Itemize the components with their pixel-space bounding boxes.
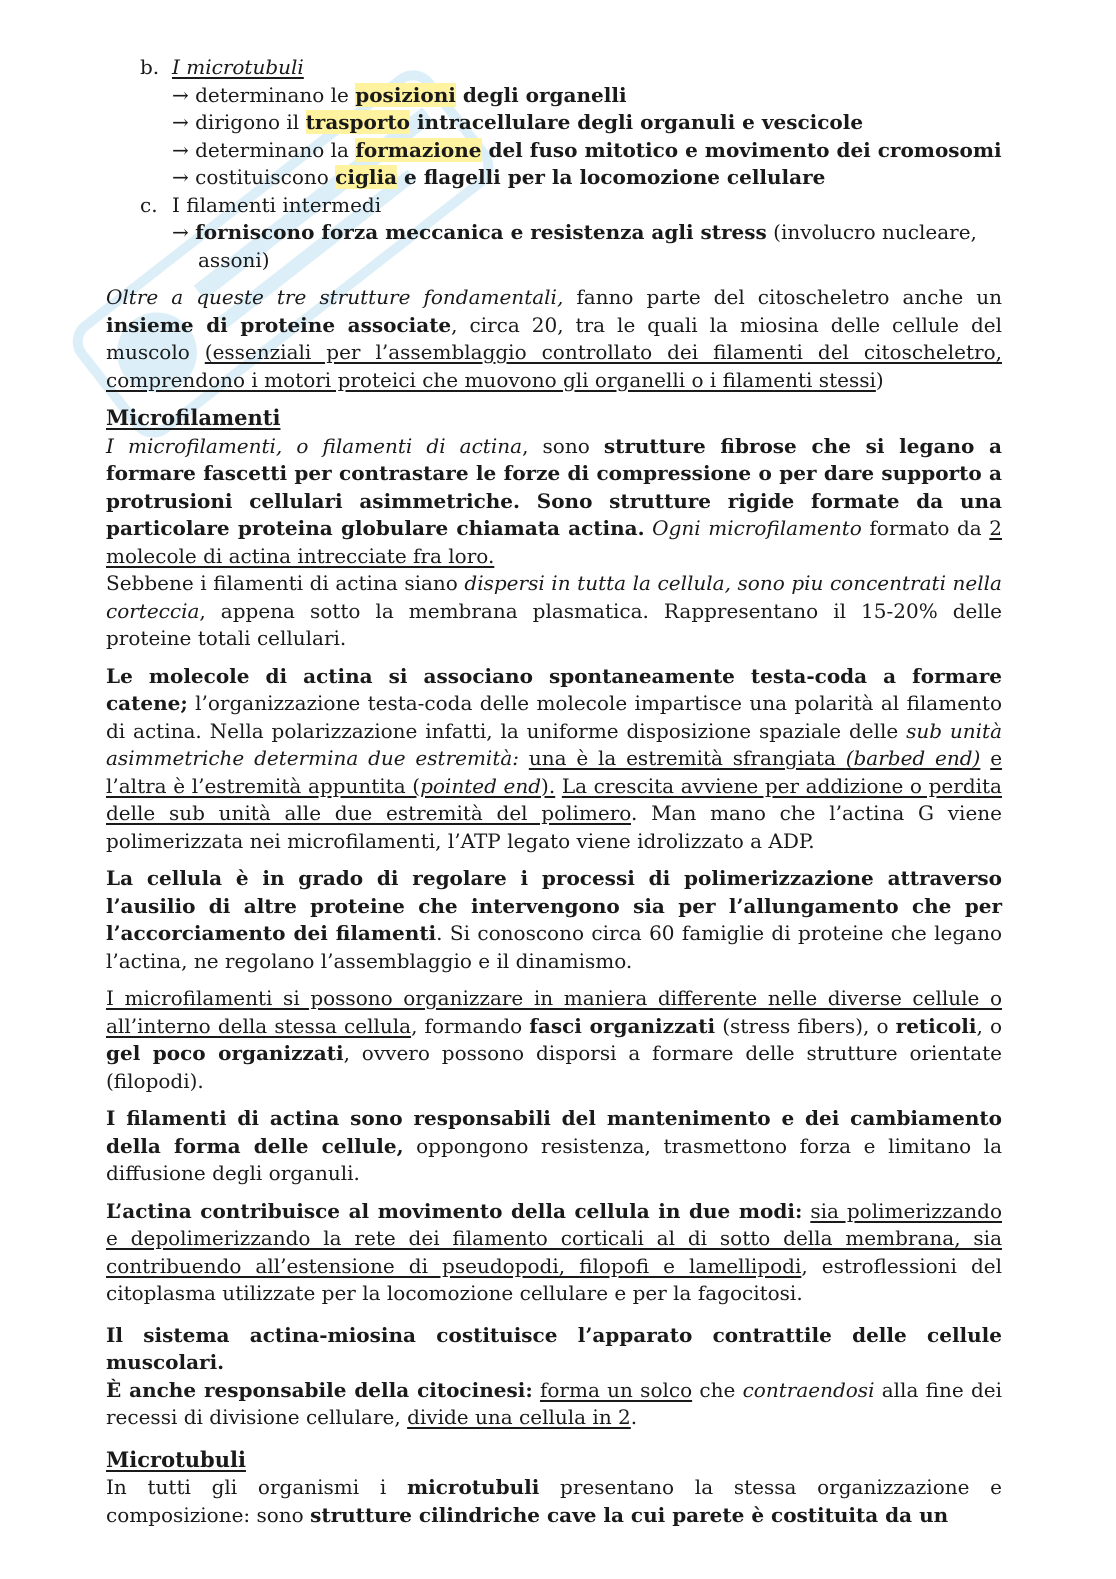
arrow-item: → determinano la formazione del fuso mitotico e movimento dei cromosomi: [172, 137, 1002, 162]
paragraph: Sebbene i filamenti di actina siano dispersi in tutta la cellula, sono piu concentrati nella corteccia, appena sotto la membrana plasmatica. Rappresentano il 15-20% delle proteine totali cellulari.: [106, 571, 1002, 650]
paragraph: La cellula è in grado di regolare i processi di polimerizzazione attraverso l’ausilio di altre proteine che intervengono sia per l’allungamento che per l’accorciamento dei filamenti. Si conoscono circa 60 famiglie di proteine che legano l’actina, ne regolano l’assemblaggio e il dinamismo.: [106, 866, 1002, 973]
arrow-icon: →: [172, 165, 189, 189]
paragraph: È anche responsabile della citocinesi: forma un solco che contraendosi alla fine dei recessi di divisione cellulare, divide una cellula in 2.: [106, 1377, 1003, 1429]
list-item-b: [106, 54, 1002, 82]
paragraph: I microfilamenti, o filamenti di actina, sono strutture fibrose che si legano a formare fascetti per contrastare le forze di compressione o per dare supporto a protrusioni cellulari asimmetriche. Sono strutture rigide formate da una particolare proteina globulare chiamata actina. Ogni microfilamento formato da 2 molecole di actina intrecciate fra loro.: [106, 433, 1002, 568]
section-heading-microfilamenti: Microfilamenti: [106, 405, 281, 430]
list-label: c.: [140, 192, 158, 217]
section-heading-microtubuli: Microtubuli: [106, 1446, 246, 1472]
paragraph: Il sistema actina-miosina costituisce l’apparato contrattile delle cellule muscolari.: [106, 1322, 1002, 1374]
list-item-c: [106, 192, 1002, 220]
intro-paragraph: Oltre a queste tre strutture fondamentali, fanno parte del citoscheletro anche un insieme di proteine associate, circa 20, tra le quali la miosina delle cellule del muscolo (essenziali per l’assemblaggio controllato dei filamenti del citoscheletro, comprendono i motori proteici che muovono gli organelli o i filamenti stessi): [106, 285, 1003, 392]
paragraph: L’actina contribuisce al movimento della cellula in due modi: sia polimerizzando e depolimerizzando la rete dei filamento corticali al di sotto della membrana, sia contribuendo all’estensione di pseudopodi, filopofi e lamellipodi, estroflessioni del citoplasma utilizzate per la locomozione cellulare e per la fagocitosi.: [106, 1198, 1002, 1305]
document-page: [106, 54, 1002, 1529]
list-title: I microtubuli: [172, 55, 304, 79]
arrow-icon: →: [172, 110, 189, 134]
arrow-item: → costituiscono ciglia e flagelli per la locomozione cellulare: [172, 165, 826, 189]
arrow-icon: →: [172, 82, 189, 107]
arrow-item: → determinano le posizioni degli organelli: [172, 82, 627, 107]
list-label: b.: [140, 55, 160, 79]
paragraph: Le molecole di actina si associano spontaneamente testa-coda a formare catene; l’organizzazione testa-coda delle molecole impartisce una polarità al filamento di actina. Nella polarizzazione infatti, la uniforme disposizione spaziale delle sub unità asimmetriche determina due estremità: una è la estremità sfrangiata (barbed end) e l’altra è l’estremità appuntita (pointed end). La crescita avviene per addizione o perdita delle sub unità alle due estremità del polimero. Man mano che l’actina G viene polimerizzata nei microfilamenti, l’ATP legato viene idrolizzato a ADP.: [106, 663, 1003, 853]
arrow-item: → dirigono il trasporto intracellulare degli organuli e vescicole: [172, 110, 864, 134]
paragraph: I filamenti di actina sono responsabili del mantenimento e dei cambiamento della forma delle cellule, oppongono resistenza, trasmettono forza e limitano la diffusione degli organuli.: [106, 1106, 1002, 1185]
paragraph: In tutti gli organismi i microtubuli presentano la stessa organizzazione e composizione: sono strutture cilindriche cave la cui parete è costituita da un: [106, 1475, 1002, 1527]
arrow-icon: →: [172, 220, 189, 244]
arrow-icon: →: [172, 137, 189, 162]
list-title: I filamenti intermedi: [172, 192, 382, 217]
paragraph: I microfilamenti si possono organizzare in maniera differente nelle diverse cellule o all’interno della stessa cellula, formando fasci organizzati (stress fibers), o reticoli, o gel poco organizzati, ovvero possono disporsi a formare delle strutture orientate (filopodi).: [106, 986, 1002, 1093]
arrow-item: → forniscono forza meccanica e resistenza agli stress (involucro nucleare, assoni): [172, 220, 977, 272]
